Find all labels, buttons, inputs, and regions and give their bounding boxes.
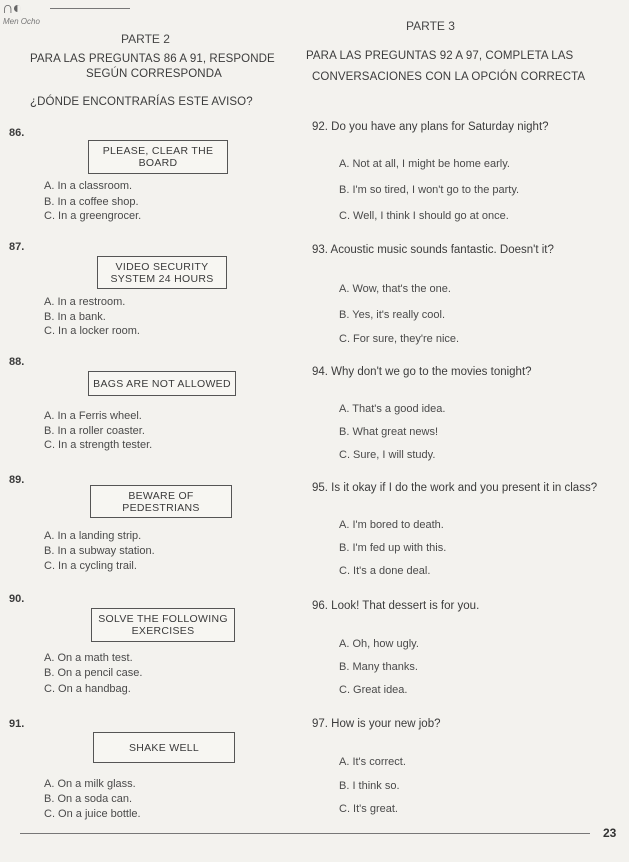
sign-line: PEDESTRIANS	[122, 501, 200, 514]
answer-option[interactable]: B. On a soda can.	[44, 793, 133, 805]
sign-line: SOLVE THE FOLLOWING	[98, 613, 228, 625]
answer-option[interactable]: C. In a greengrocer.	[44, 210, 142, 222]
answer-option[interactable]: A. Wow, that's the one.	[339, 283, 451, 295]
question-number: 89.	[9, 474, 25, 486]
answer-option[interactable]: B. I'm fed up with this.	[339, 542, 447, 554]
part-2-heading: PARTE 2	[121, 32, 170, 46]
answer-option[interactable]: B. I'm so tired, I won't go to the party.	[339, 184, 520, 196]
top-rule	[50, 8, 130, 9]
page-number: 23	[603, 826, 617, 840]
sign-line: PLEASE, CLEAR THE	[102, 145, 214, 157]
right-instructions-line1: PARA LAS PREGUNTAS 92 A 97, COMPLETA LAS	[306, 50, 574, 62]
answer-option[interactable]: A. Oh, how ugly.	[339, 638, 419, 650]
notice-sign	[90, 485, 232, 518]
answer-option[interactable]: C. Great idea.	[339, 684, 408, 696]
answer-option[interactable]: C. In a cycling trail.	[44, 560, 137, 572]
answer-option[interactable]: B. In a bank.	[44, 311, 106, 323]
answer-option[interactable]: A. In a classroom.	[44, 180, 133, 192]
sign-line: VIDEO SECURITY	[115, 260, 209, 273]
answer-option[interactable]: B. In a coffee shop.	[44, 196, 139, 208]
left-instructions-line1: PARA LAS PREGUNTAS 86 A 91, RESPONDE	[30, 53, 275, 65]
sign-line: SYSTEM 24 HOURS	[110, 272, 214, 285]
answer-option[interactable]: A. In a Ferris wheel.	[44, 410, 142, 422]
notice-sign	[91, 608, 235, 642]
question-number: 91.	[9, 718, 25, 730]
sign-line: BOARD	[138, 157, 178, 169]
answer-option[interactable]: C. It's a done deal.	[339, 565, 431, 577]
answer-option[interactable]: B. I think so.	[339, 780, 400, 792]
handwritten-scribble: ∩◐	[2, 0, 22, 17]
answer-option[interactable]: B. In a roller coaster.	[44, 425, 145, 437]
conversation-question: 92. Do you have any plans for Saturday night?	[312, 121, 549, 133]
answer-option[interactable]: A. In a landing strip.	[44, 530, 142, 542]
conversation-question: 96. Look! That dessert is for you.	[312, 600, 480, 612]
sign-line: BAGS ARE NOT ALLOWED	[93, 377, 231, 390]
answer-option[interactable]: A. It's correct.	[339, 756, 406, 768]
notice-sign	[88, 140, 228, 174]
sign-line: SHAKE WELL	[128, 741, 200, 754]
answer-option[interactable]: C. In a locker room.	[44, 325, 140, 337]
answer-option[interactable]: C. On a handbag.	[44, 683, 131, 695]
part-3-heading: PARTE 3	[406, 19, 455, 33]
answer-option[interactable]: C. Sure, I will study.	[339, 449, 436, 461]
answer-option[interactable]: A. That's a good idea.	[339, 403, 446, 415]
answer-option[interactable]: C. In a strength tester.	[44, 439, 153, 451]
answer-option[interactable]: B. What great news!	[339, 426, 439, 438]
question-number: 90.	[9, 593, 25, 605]
left-question-prompt: ¿DÓNDE ENCONTRARÍAS ESTE AVISO?	[30, 96, 253, 108]
left-instructions-line2: SEGÚN CORRESPONDA	[86, 68, 222, 80]
answer-option[interactable]: B. Yes, it's really cool.	[339, 309, 446, 321]
sign-line: BEWARE OF	[128, 489, 194, 502]
answer-option[interactable]: A. I'm bored to death.	[339, 519, 444, 531]
answer-option[interactable]: B. On a pencil case.	[44, 667, 143, 679]
handwritten-note: Men Ocho	[3, 17, 40, 26]
answer-option[interactable]: C. On a juice bottle.	[44, 808, 141, 820]
notice-sign	[93, 732, 235, 763]
question-number: 88.	[9, 356, 25, 368]
right-instructions-line2: CONVERSACIONES CON LA OPCIÓN CORRECTA	[312, 71, 586, 83]
answer-option[interactable]: A. On a math test.	[44, 652, 133, 664]
footer-rule	[20, 833, 590, 834]
question-number: 86.	[9, 127, 25, 139]
answer-option[interactable]: B. In a subway station.	[44, 545, 155, 557]
notice-sign	[97, 256, 227, 289]
answer-option[interactable]: C. For sure, they're nice.	[339, 333, 460, 345]
answer-option[interactable]: B. Many thanks.	[339, 661, 418, 673]
answer-option[interactable]: A. On a milk glass.	[44, 778, 136, 790]
sign-line: EXERCISES	[131, 625, 195, 637]
answer-option[interactable]: A. Not at all, I might be home early.	[339, 158, 510, 170]
conversation-question: 93. Acoustic music sounds fantastic. Doesn't it?	[312, 244, 554, 256]
conversation-question: 94. Why don't we go to the movies tonight?	[312, 366, 532, 378]
conversation-question: 97. How is your new job?	[312, 718, 441, 730]
notice-sign	[88, 371, 236, 396]
question-number: 87.	[9, 241, 25, 253]
answer-option[interactable]: A. In a restroom.	[44, 296, 126, 308]
conversation-question: 95. Is it okay if I do the work and you present it in class?	[312, 482, 598, 494]
answer-option[interactable]: C. It's great.	[339, 803, 398, 815]
answer-option[interactable]: C. Well, I think I should go at once.	[339, 210, 509, 222]
